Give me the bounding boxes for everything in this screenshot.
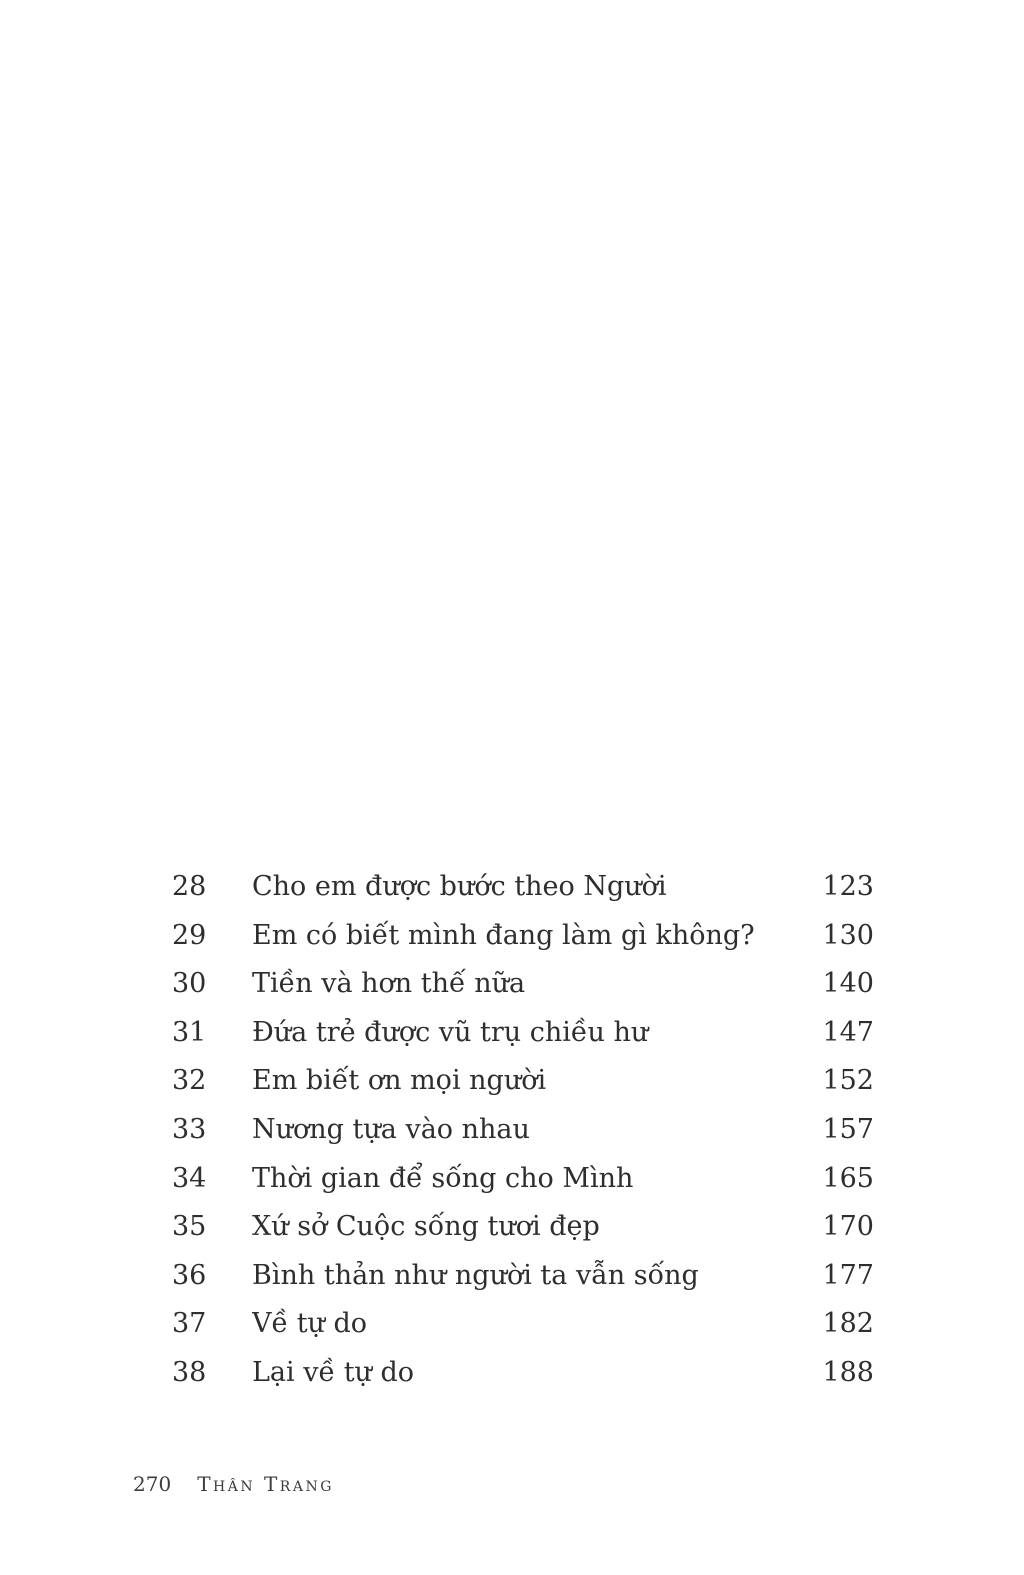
chapter-number: 34: [172, 1162, 207, 1194]
chapter-number: 37: [172, 1308, 207, 1340]
chapter-page-number: 182: [822, 1308, 874, 1340]
chapter-title: Em biết ơn mọi người: [252, 1065, 547, 1097]
chapter-page-number: 152: [822, 1065, 874, 1097]
chapter-number: 32: [172, 1065, 207, 1097]
toc-entry: [172, 1106, 874, 1155]
chapter-number: 38: [172, 1356, 207, 1388]
chapter-page-number: 165: [822, 1162, 874, 1194]
toc-entry: [172, 1009, 874, 1058]
page-footer: [133, 1472, 334, 1496]
chapter-title: Thời gian để sống cho Mình: [252, 1162, 634, 1194]
chapter-title: Nương tựa vào nhau: [252, 1113, 530, 1145]
chapter-page-number: 188: [822, 1356, 874, 1388]
chapter-page-number: 157: [822, 1113, 874, 1145]
chapter-title: Cho em được bước theo Người: [252, 871, 667, 902]
toc-entry: [172, 1349, 874, 1398]
chapter-title: Xứ sở Cuộc sống tươi đẹp: [252, 1211, 600, 1243]
chapter-page-number: 130: [822, 919, 874, 951]
toc-entry: [172, 1300, 874, 1349]
chapter-title: Tiền và hơn thế nữa: [252, 968, 526, 1000]
toc-entry: [172, 1252, 874, 1301]
toc-entry: [172, 1203, 874, 1252]
chapter-page-number: 170: [822, 1211, 874, 1243]
toc-entry: [172, 1155, 874, 1204]
chapter-title: Bình thản như người ta vẫn sống: [252, 1259, 699, 1291]
toc-entry: [172, 863, 874, 912]
chapter-number: 35: [172, 1211, 207, 1243]
chapter-number: 28: [172, 871, 207, 902]
table-of-contents: [172, 863, 874, 1398]
chapter-title: Lại về tự do: [252, 1356, 415, 1388]
chapter-number: 33: [172, 1113, 207, 1145]
chapter-page-number: 177: [822, 1259, 874, 1291]
chapter-title: Em có biết mình đang làm gì không?: [252, 919, 755, 951]
chapter-number: 31: [172, 1016, 207, 1048]
chapter-number: 29: [172, 919, 207, 951]
chapter-page-number: 123: [822, 871, 874, 902]
chapter-page-number: 140: [822, 968, 874, 1000]
chapter-page-number: 147: [822, 1016, 874, 1048]
toc-entry: [172, 912, 874, 961]
chapter-number: 30: [172, 968, 207, 1000]
chapter-title: Đứa trẻ được vũ trụ chiều hư: [252, 1016, 649, 1048]
toc-entry: [172, 1057, 874, 1106]
chapter-number: 36: [172, 1259, 207, 1291]
chapter-title: Về tự do: [252, 1308, 368, 1340]
page-number: 270: [133, 1472, 172, 1496]
running-title: Thân Trang: [197, 1472, 334, 1496]
toc-entry: [172, 960, 874, 1009]
